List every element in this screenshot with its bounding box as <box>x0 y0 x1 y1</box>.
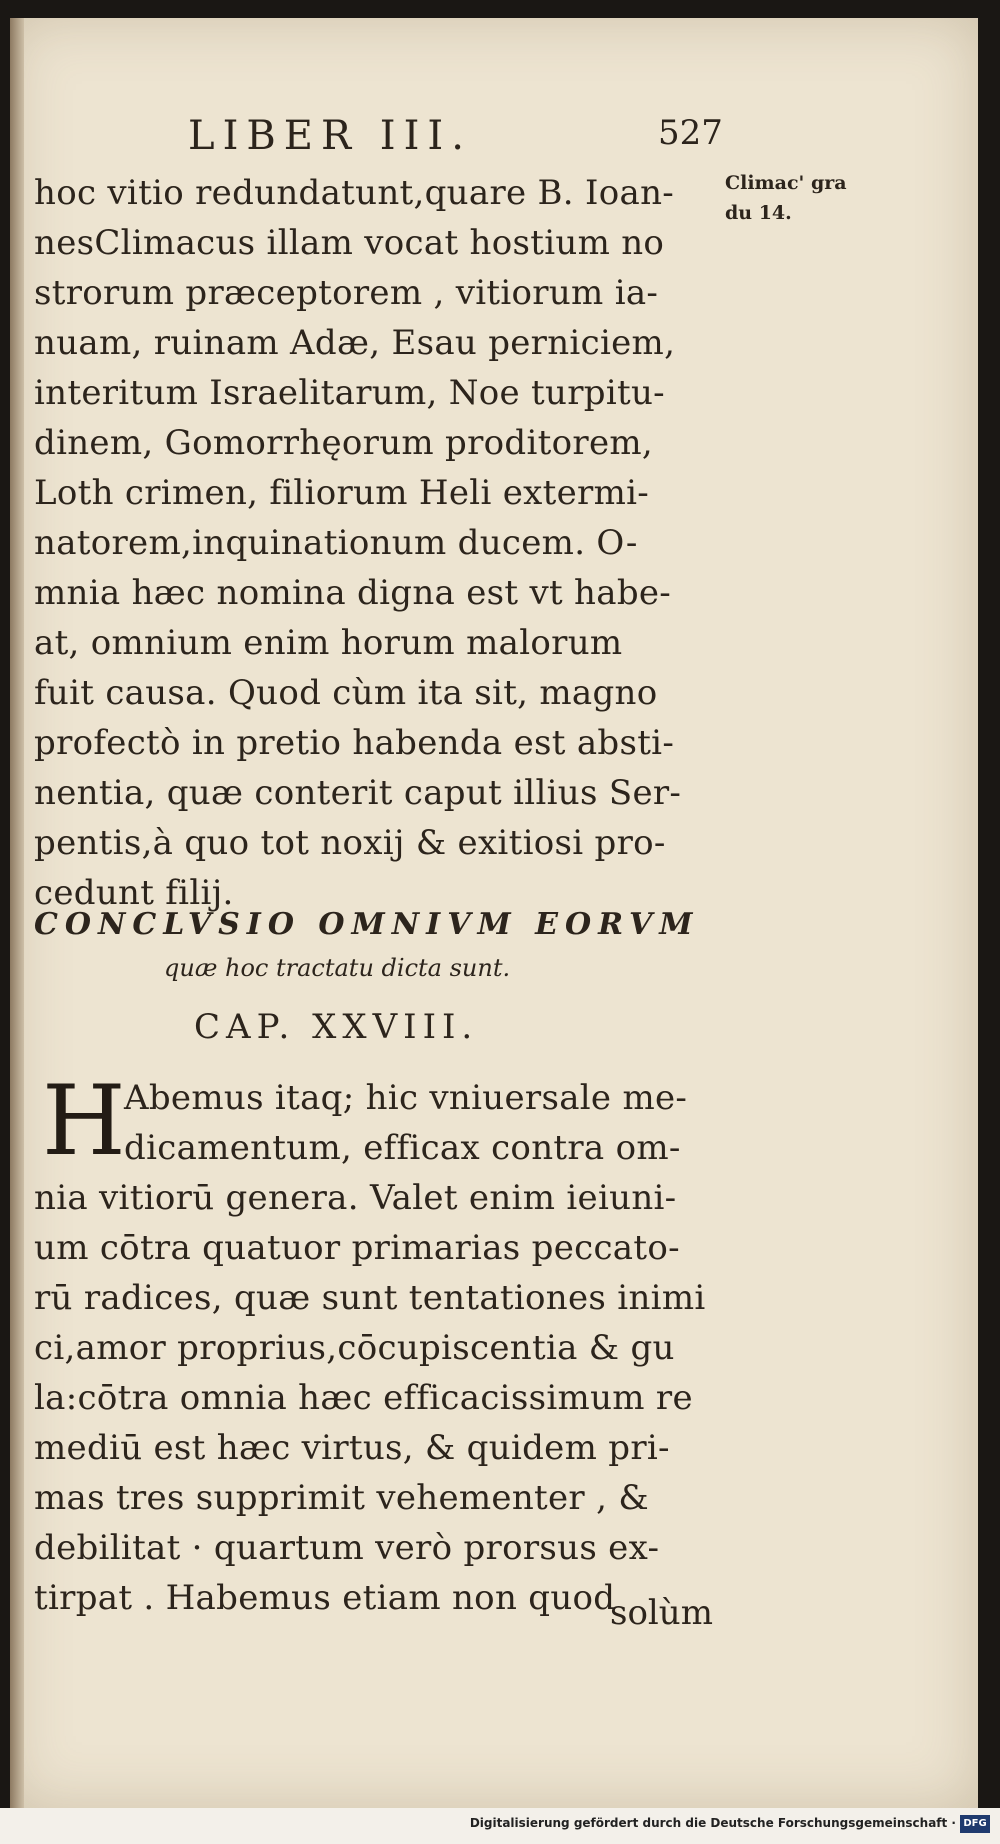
margin-note-line: Climac' gra <box>725 172 847 194</box>
margin-note-line: du 14. <box>725 202 792 224</box>
book-page <box>10 18 978 1808</box>
chapter-title: CAP. XXVIII. <box>194 1007 479 1047</box>
text-line: pentis,à quo tot noxij & exitiosi pro- <box>34 823 666 863</box>
text-line: tirpat . Habemus etiam non quod <box>34 1578 616 1618</box>
text-line: la:cōtra omnia hæc efficacissimum re <box>34 1378 693 1418</box>
digitization-footer <box>0 1808 1000 1844</box>
text-line: mas tres supprimit vehementer , & <box>34 1478 649 1518</box>
paragraph <box>34 168 734 918</box>
drop-cap: H <box>42 1065 126 1177</box>
text-line: hoc vitio redundatunt,quare B. Ioan- <box>34 173 675 213</box>
text-line: strorum præceptorem , vitiorum ia- <box>34 273 659 313</box>
section-heading-block <box>34 902 734 1052</box>
text-line: rū radices, quæ sunt tentationes inimi <box>34 1278 706 1318</box>
text-line: nia vitiorū genera. Valet enim ieiuni- <box>34 1178 677 1218</box>
text-line: mediū est hæc virtus, & quidem pri- <box>34 1428 670 1468</box>
text-line: nuam, ruinam Adæ, Esau perniciem, <box>34 323 676 363</box>
text-line: ci,amor proprius,cōcupiscentia & gu <box>34 1328 675 1368</box>
text-line: dicamentum, efficax contra om- <box>124 1128 681 1168</box>
text-line: fuit causa. Quod cùm ita sit, magno <box>34 673 658 713</box>
text-line: dinem, Gomorrhęorum proditorem, <box>34 423 654 463</box>
dfg-logo-icon: DFG <box>960 1815 990 1833</box>
text-line: Abemus itaq; hic vniuersale me- <box>124 1078 688 1118</box>
margin-note <box>725 168 847 228</box>
text-line: nesClimacus illam vocat hostium no <box>34 223 665 263</box>
text-line: nentia, quæ conterit caput illius Ser- <box>34 773 682 813</box>
text-line: natorem,inquinationum ducem. O- <box>34 523 638 563</box>
text-line: um cōtra quatuor primarias peccato- <box>34 1228 680 1268</box>
section-heading: CONCLVSIO OMNIVM EORVM <box>34 907 700 942</box>
section-subheading: quæ hoc tractatu dicta sunt. <box>164 954 511 982</box>
text-line: cedunt filij. <box>34 873 234 913</box>
running-header: LIBER III. <box>188 113 472 159</box>
catchword: solùm <box>610 1593 713 1633</box>
text-line: profectò in pretio habenda est absti- <box>34 723 675 763</box>
text-line: debilitat · quartum verò prorsus ex- <box>34 1528 660 1568</box>
page-number: 527 <box>658 113 723 153</box>
text-line: Loth crimen, filiorum Heli extermi- <box>34 473 650 513</box>
text-line: mnia hæc nomina digna est vt habe- <box>34 573 672 613</box>
text-line: interitum Israelitarum, Noe turpitu- <box>34 373 665 413</box>
chapter-body <box>34 1065 734 1623</box>
footer-credit: Digitalisierung gefördert durch die Deutsche Forschungsgemeinschaft · <box>469 1816 956 1830</box>
text-line: at, omnium enim horum malorum <box>34 623 623 663</box>
page-spine-shadow <box>10 18 24 1808</box>
